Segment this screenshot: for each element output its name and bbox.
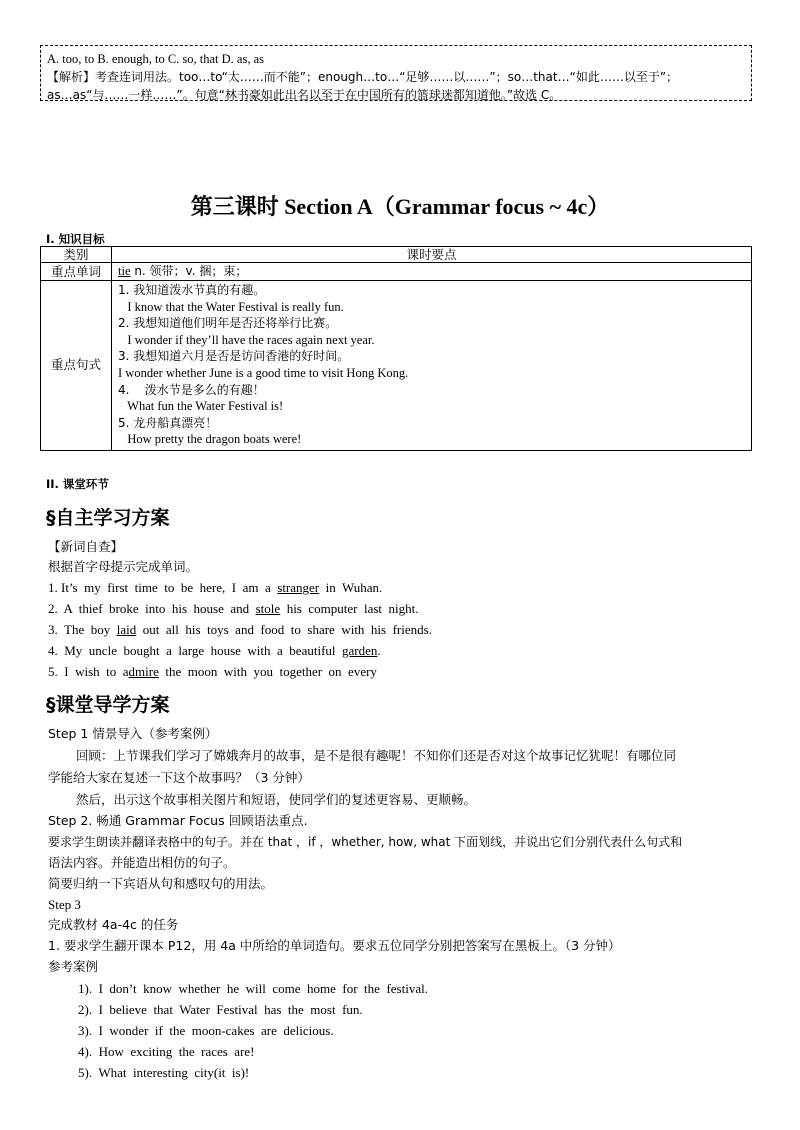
fill-instruction: 根据首字母提示完成单词。 (48, 559, 199, 574)
fill-answer: laid (116, 622, 137, 637)
fill-item (48, 578, 382, 598)
task-1-line: 1. 要求学生翻开课本 P12，用 4a 中所给的单词造句。要求五位同学分别把答案写在黑板上。（3 分钟） (48, 938, 621, 953)
guided-heading: §课堂导学方案 (46, 694, 170, 716)
fill-item-text: . (377, 643, 381, 658)
sentence-line: 3. 我想知道六月是否是访问香港的好时间。 (118, 349, 350, 364)
reference-sentence: 4). How exciting the races are! (78, 1044, 255, 1059)
answer-analysis-box (40, 45, 752, 101)
sentence-line: I know that the Water Festival is really fun. (118, 299, 344, 314)
fill-answer: dmire (128, 664, 159, 679)
fill-item-text: out all his toys and food to share with his friends. (136, 622, 432, 637)
sentences-label: 重点句式 (41, 281, 112, 451)
step-1: Step 1 情景导入（参考案例） (48, 726, 218, 741)
review-line-1: 回顾：上节课我们学习了嫦娥奔月的故事，是不是很有趣呢！不知你们还是否对这个故事记忆犹呢！有哪位同 (76, 748, 677, 763)
table-row-sentences (41, 281, 752, 451)
fill-item-text: the moon with you together on every (158, 664, 377, 679)
sentence-line: What fun the Water Festival is! (118, 399, 284, 414)
col-category-header: 类别 (41, 247, 112, 263)
analysis-line-2: as…as“与……一样……”。句意“林书豪如此出名以至于在中国所有的篮球迷都知道他。”故选 C。 (47, 88, 562, 102)
table-header-row (41, 247, 752, 263)
fill-item-text: 5. I wish to a (48, 664, 129, 679)
reference-sentence: 1). I don’t know whether he will come home for the festival. (78, 981, 428, 996)
words-cell (112, 263, 752, 281)
reference-label: 参考案例 (48, 959, 99, 974)
section-2-heading: II. 课堂环节 (46, 477, 109, 491)
requirement-line-2: 语法内容。并能造出相仿的句子。 (48, 855, 236, 870)
table-row-words (41, 263, 752, 281)
step-3: Step 3 (48, 897, 81, 912)
section-1-heading: I. 知识目标 (46, 232, 105, 246)
fill-answer: stole (255, 601, 281, 616)
review-line-2: 学能给大家在复述一下这个故事吗？（3 分钟） (48, 770, 310, 785)
key-word-meaning: n. 领带；v. 捆；束； (130, 264, 248, 278)
fill-item-text: in Wuhan. (319, 580, 383, 595)
reference-sentence: 5). What interesting city(it is)! (78, 1065, 250, 1080)
knowledge-table (40, 246, 752, 451)
col-points-header: 课时要点 (112, 247, 752, 263)
new-words-subheading: 【新词自查】 (48, 539, 124, 554)
fill-item (48, 620, 432, 640)
reference-sentence: 3). I wonder if the moon-cakes are delicious. (78, 1023, 334, 1038)
fill-item (48, 599, 418, 619)
analysis-line-1: 【解析】考查连词用法。too…to“太……而不能”；enough…to…“足够……以……”；so…that…“如此……以至于”； (47, 70, 679, 84)
fill-item (48, 662, 377, 682)
self-study-heading: §自主学习方案 (46, 507, 170, 529)
sentence-line: I wonder if they’ll have the races again next year. (118, 332, 375, 347)
then-line: 然后，出示这个故事相关图片和短语，使同学们的复述更容易、更顺畅。 (76, 792, 477, 807)
reference-sentence: 2). I believe that Water Festival has the most fun. (78, 1002, 363, 1017)
task-line: 完成教材 4a-4c 的任务 (48, 917, 179, 932)
fill-answer: garden (342, 643, 378, 658)
lesson-title: 第三课时 Section A（Grammar focus ~ 4c） (190, 194, 610, 219)
fill-item-text: 2. A thief broke into his house and (48, 601, 256, 616)
sentence-line: How pretty the dragon boats were! (118, 432, 302, 447)
sentence-line: I wonder whether June is a good time to visit Hong Kong. (118, 365, 409, 380)
sentence-line: 1. 我知道泼水节真的有趣。 (118, 283, 266, 297)
sentence-line: 5. 龙舟船真漂亮！ (118, 415, 218, 430)
key-word: tie (118, 264, 131, 278)
requirement-line-1: 要求学生朗读并翻译表格中的句子。并在 that ，if ，whether, how, what 下面划线，并说出它们分别代表什么句式和 (48, 835, 683, 849)
fill-item-text: 3. The boy (48, 622, 117, 637)
fill-answer: stranger (277, 580, 320, 595)
fill-item (48, 641, 381, 661)
sentences-cell (112, 281, 752, 451)
fill-item-text: 1. It’s my first time to be here, I am a (48, 580, 278, 595)
words-label: 重点单词 (41, 263, 112, 281)
step-2: Step 2. 畅通 Grammar Focus 回顾语法重点. (48, 813, 308, 828)
summary-line: 简要归纳一下宾语从句和感叹句的用法。 (48, 876, 274, 891)
answer-options: A. too, to B. enough, to C. so, that D. as, as (47, 52, 265, 66)
sentence-line: 4. 泼水节是多么的有趣！ (118, 382, 265, 397)
fill-item-text: his computer last night. (280, 601, 419, 616)
fill-item-text: 4. My uncle bought a large house with a beautiful (48, 643, 343, 658)
sentence-line: 2. 我想知道他们明年是否还将举行比赛。 (118, 316, 338, 331)
